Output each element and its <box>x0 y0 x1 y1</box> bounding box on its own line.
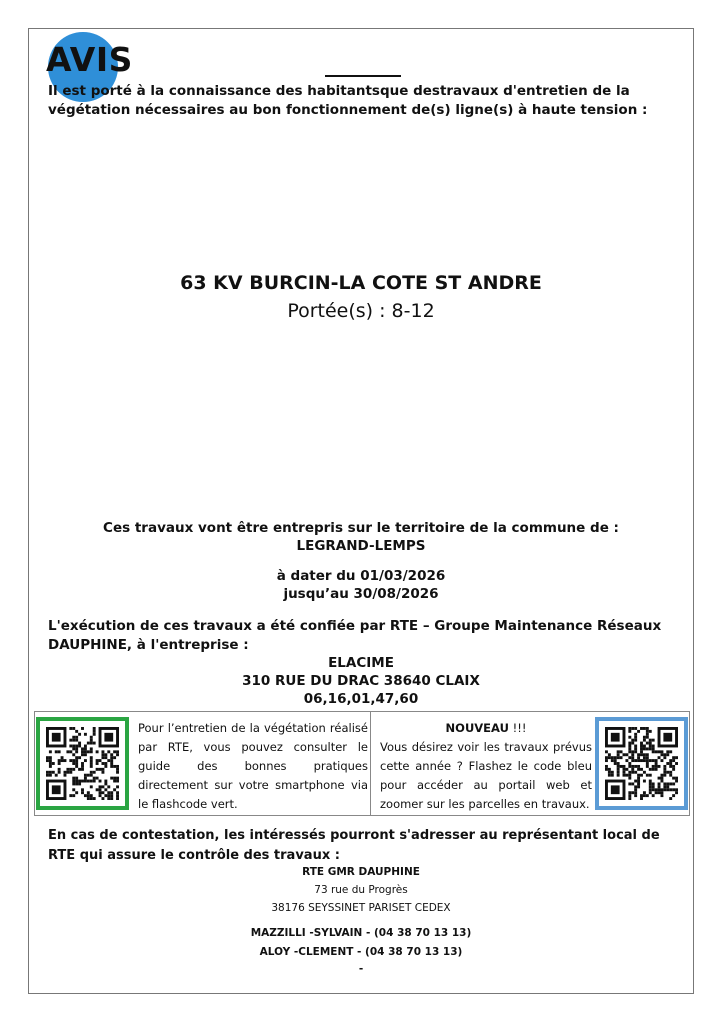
rte-office-name: RTE GMR DAUPHINE <box>302 866 420 878</box>
contractor-block <box>28 654 694 708</box>
contact-1: MAZZILLI -SYLVAIN - (04 38 70 13 13) <box>250 927 472 939</box>
guide-qr-text: Pour l’entretien de la végétation réalisé par RTE, vous pouvez consulter le guide des bonnes pratiques directement sur votre smartphone via le flashcode vert. <box>138 721 368 811</box>
end-date: jusqu’au 30/08/2026 <box>283 586 439 602</box>
power-line-spans: Portée(s) : 8-12 <box>287 300 435 322</box>
power-line-name: 63 KV BURCIN-LA COTE ST ANDRE <box>180 272 542 294</box>
contractor-phone: 06,16,01,47,60 <box>303 691 419 707</box>
new-label-suffix: !!! <box>508 721 527 735</box>
title-rule <box>325 75 401 77</box>
qr-code-icon <box>605 727 678 800</box>
rte-address-line-1: 73 rue du Progrès <box>314 884 408 896</box>
new-notice-heading <box>380 719 592 738</box>
execution-text: L'exécution de ces travaux a été confiée par RTE – Groupe Maintenance Réseaux DAUPHINE, à l'entreprise : <box>48 618 662 653</box>
intro-text: Il est porté à la connaissance des habitantsque destravaux d'entretien de la végétation nécessaires au bon fonctionnement de(s) ligne(s) à haute tension : <box>48 83 648 118</box>
contractor-address: 310 RUE DU DRAC 38640 CLAIX <box>242 673 480 689</box>
avis-logo-text: AVIS <box>46 40 133 79</box>
start-date: à dater du 01/03/2026 <box>276 568 446 584</box>
contractor-name: ELACIME <box>328 655 394 671</box>
green-qr-code[interactable] <box>36 717 129 810</box>
trailing-dash: - <box>358 963 364 975</box>
qr-code-icon <box>46 727 119 800</box>
commune-name: LEGRAND-LEMPS <box>296 538 426 554</box>
qr-panel-divider <box>370 711 371 816</box>
commune-label: Ces travaux vont être entrepris sur le territoire de la commune de : <box>103 520 619 536</box>
portal-qr-text: Vous désirez voir les travaux prévus cette année ? Flashez le code bleu pour accéder au portail web et zoomer sur les parcelles en travaux. <box>380 740 592 811</box>
contest-text: En cas de contestation, les intéressés pourront s'adresser au représentant local de RTE qui assure le contrôle des travaux : <box>48 828 660 863</box>
new-label: NOUVEAU <box>445 721 509 735</box>
blue-qr-code[interactable] <box>595 717 688 810</box>
portal-qr-block <box>380 719 592 814</box>
rte-address-line-2: 38176 SEYSSINET PARISET CEDEX <box>271 902 451 914</box>
contact-2: ALOY -CLEMENT - (04 38 70 13 13) <box>259 946 463 958</box>
